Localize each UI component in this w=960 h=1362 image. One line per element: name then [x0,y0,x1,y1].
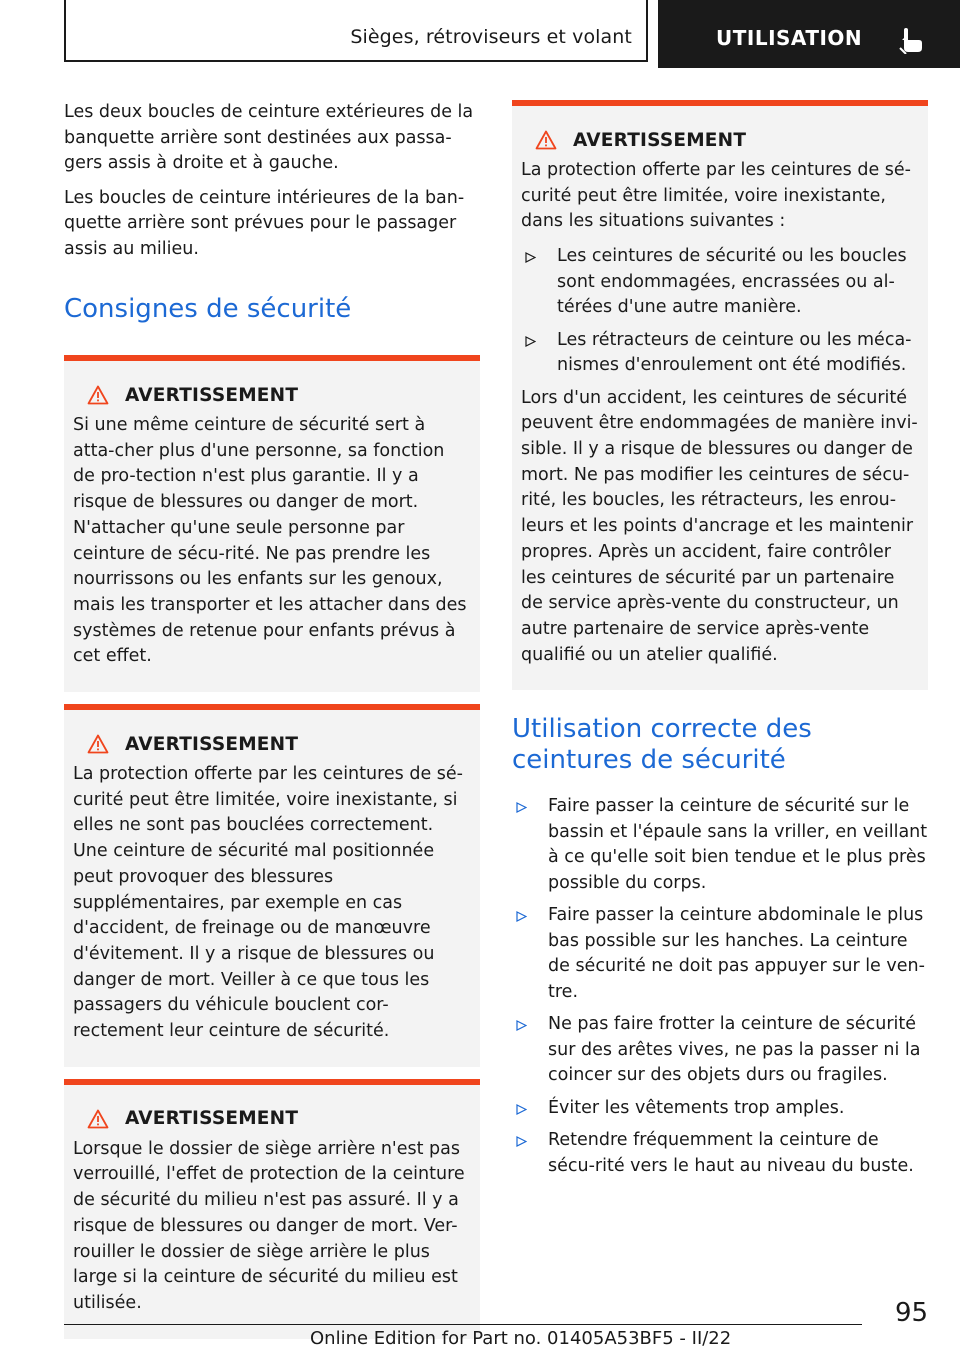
triangle-bullet-icon [516,1136,527,1147]
warning-triangle-icon [87,734,109,754]
usage-list [512,794,928,1179]
page-number: 95 [895,1298,929,1328]
triangle-bullet-icon [516,911,527,922]
left-column [64,100,480,1339]
warning-title: AVERTISSEMENT [125,1108,299,1130]
list-item [512,1012,928,1089]
list-item-text: Ne pas faire frotter la ceinture de sécurité sur des arêtes vives, ne pas la passer ni la coincer sur des objets durs ou fragiles. [548,1014,921,1086]
warning-intro: La protection offerte par les ceintures de sé-curité peut être limitée, voire inexistante, dans les situations suivantes : [521,160,911,232]
warning-box-2 [64,704,480,1067]
list-item [521,328,919,379]
warning-text: La protection offerte par les ceintures de sé-curité peut être limitée, voire inexistante, si elles ne sont pas bouclées correctement. Une ceinture de sécurité mal positionnée peut provoquer des blessures supplémentaires, par exemple en cas d'accident, de freinage ou de manœuvre d'évitement. Il y a risque de blessures ou danger de mort. Veiller à ce que tous les passagers du véhicule bouclent cor-rectement leur ceinture de sécurité. [73,764,463,1042]
triangle-bullet-icon [525,336,536,347]
pointing-hand-icon [896,24,924,54]
warning-title-row [87,732,471,756]
list-item-text: Les rétracteurs de ceinture ou les méca-nismes d'enroulement ont été modifiés. [557,329,912,376]
warning-title-row [87,1107,471,1131]
list-item-text: Les ceintures de sécurité ou les boucles sont endommagées, encrassées ou al-térées d'une autre manière. [557,246,907,318]
header-section-box [64,0,648,62]
footer-rule [64,1324,862,1325]
list-item-text: Éviter les vêtements trop amples. [548,1097,845,1118]
warning-text: Lorsque le dossier de siège arrière n'est pas verrouillé, l'effet de protection de la ceinture de sécurité du milieu n'est pas assuré. Il y a risque de blessures ou danger de mort. Ver-rouiller le dossier de siège arrière le plus large si la ceinture de sécurité du milieu est utilisée. [73,1138,465,1313]
list-item [512,903,928,1005]
list-item-text: Faire passer la ceinture abdominale le plus bas possible sur les hanches. La ceinture de sécurité ne doit pas appuyer sur le ven-tre. [548,905,925,1002]
list-item [512,1096,928,1122]
warning-title: AVERTISSEMENT [125,384,299,406]
section-heading-correct-use: Utilisation correcte des ceintures de sécurité [512,714,812,776]
chapter-tab [658,0,960,68]
warning-triangle-icon [535,130,557,150]
warning-triangle-icon [87,1109,109,1129]
list-item [512,794,928,896]
warning-text: Lors d'un accident, les ceintures de sécurité peuvent être endommagées de manière invi-sible. Il y a risque de blessures ou danger de mort. Ne pas modifier les ceintures de sécu-rité, les boucles, les rétracteurs, les enrou-leurs et les points d'ancrage et les maintenir propres. Après un accident, faire contrôler les ceintures de sécurité par un partenaire de service après-vente du constructeur, un autre partenaire de service après-vente qualifié ou un atelier qualifié. [521,387,918,665]
warning-box-1 [64,355,480,692]
list-item [521,244,919,321]
intro-paragraph-2: Les boucles de ceinture intérieures de la ban-quette arrière sont prévues pour le passager assis au milieu. [64,187,465,259]
list-item-text: Retendre fréquemment la ceinture de sécu-rité vers le haut au niveau du buste. [548,1130,914,1176]
warning-box-4 [512,100,928,690]
intro-paragraph-1: Les deux boucles de ceinture extérieures de la banquette arrière sont destinées aux passa-gers assis à droite et à gauche. [64,102,474,173]
warning-title-row [87,383,471,407]
section-heading-safety: Consignes de sécurité [64,294,352,324]
warning-box-3 [64,1079,480,1339]
warning-title: AVERTISSEMENT [573,129,747,151]
warning-title: AVERTISSEMENT [125,733,299,755]
warning-list [521,244,919,379]
list-item-text: Faire passer la ceinture de sécurité sur le bassin et l'épaule sans la vriller, en veillant à ce qu'elle soit bien tendue et le plus près possible du corps. [548,796,928,893]
warning-text: Si une même ceinture de sécurité sert à atta-cher plus d'une personne, sa fonction de pro-tection n'est plus garantie. Il y a risque de blessures ou danger de mort. N'attacher qu'une seule personne par ceinture de sécu-rité. Ne pas prendre les nourrissons ou les enfants sur les genoux, mais les transporter et les attacher dans des systèmes de retenue pour enfants prévus à cet effet. [73,415,467,667]
triangle-bullet-icon [516,1020,527,1031]
section-title: Sièges, rétroviseurs et volant [350,26,632,48]
triangle-bullet-icon [525,252,536,263]
triangle-bullet-icon [516,1104,527,1115]
warning-triangle-icon [87,385,109,405]
footer-edition: Online Edition for Part no. 01405A53BF5 - II/22 [310,1328,732,1349]
list-item [512,1128,928,1179]
right-column [512,100,928,1186]
warning-title-row [535,128,919,152]
triangle-bullet-icon [516,802,527,813]
chapter-title: UTILISATION [716,26,863,50]
